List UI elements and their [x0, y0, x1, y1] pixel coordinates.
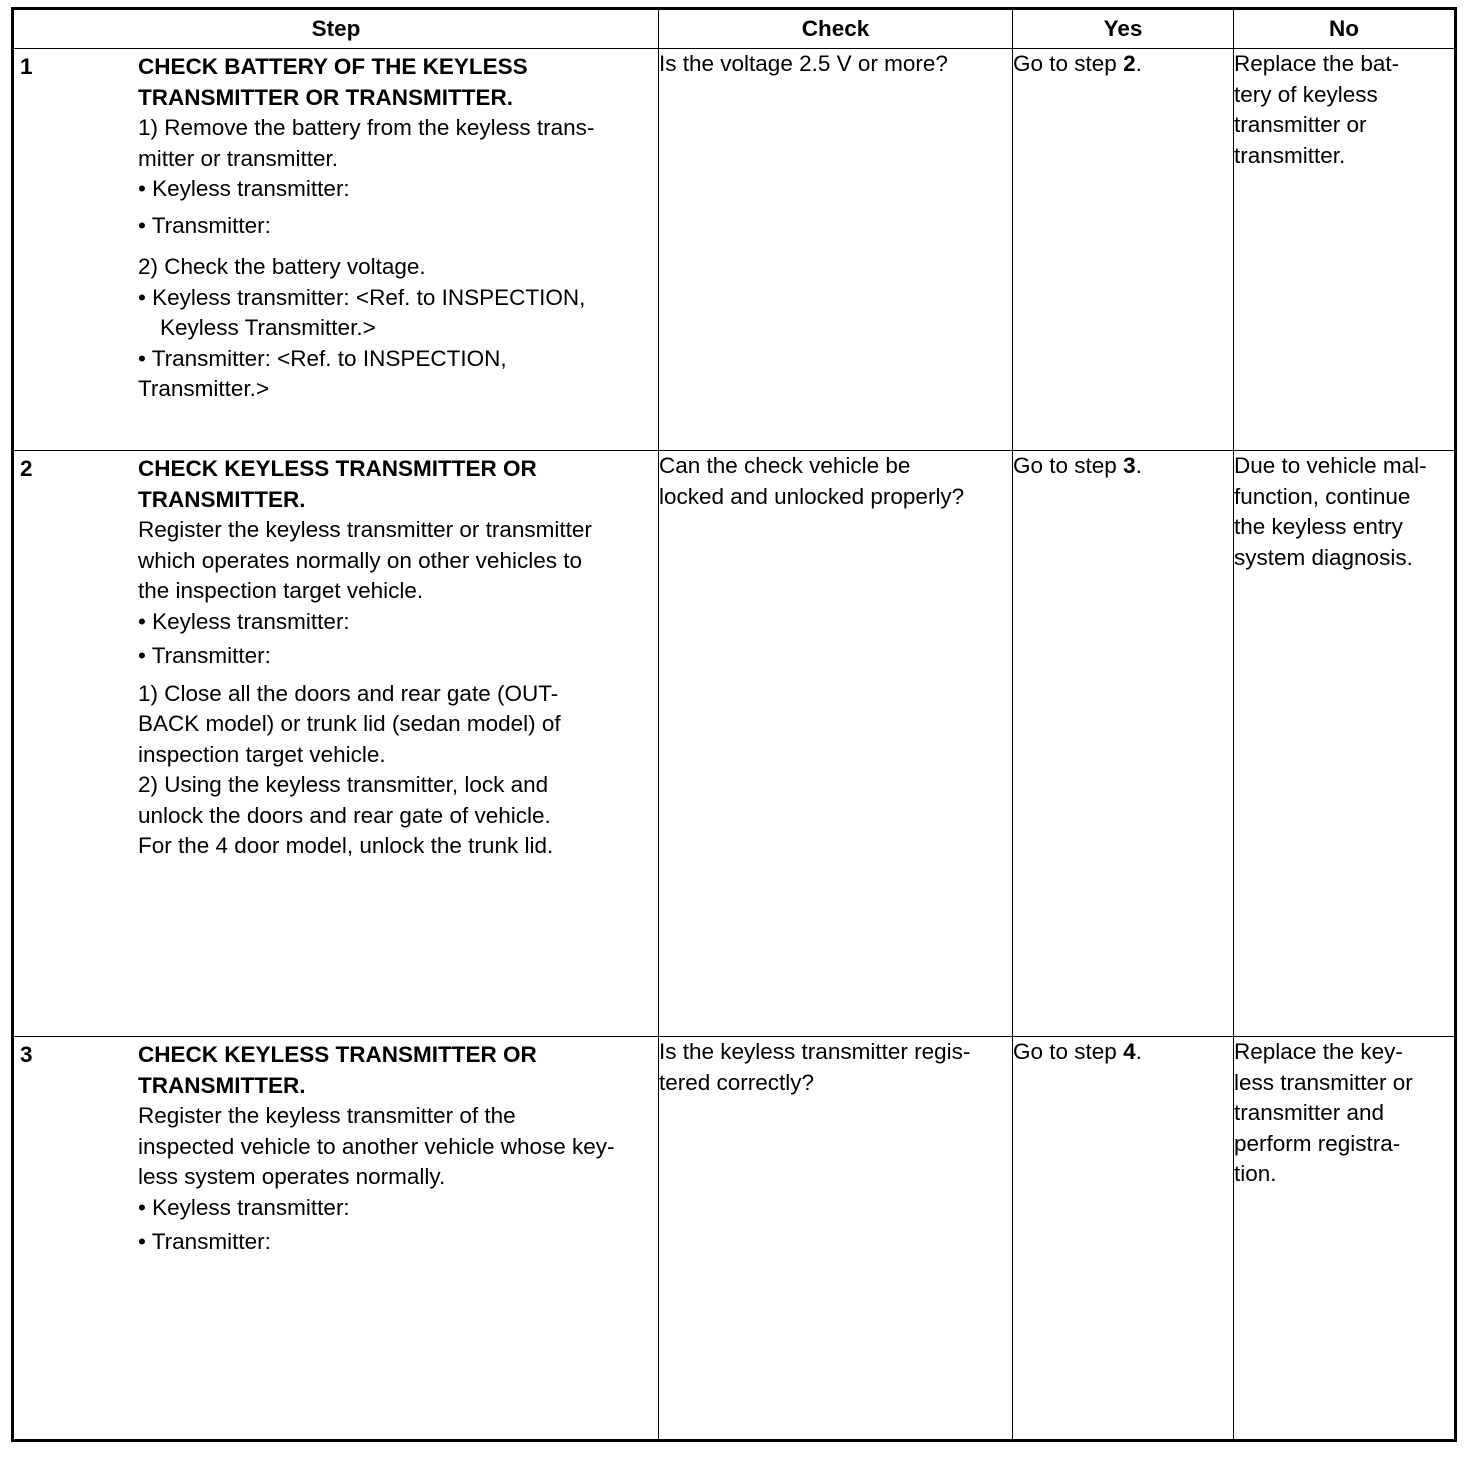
check-question: Can the check vehicle be: [659, 453, 911, 478]
step-instruction: mitter or transmitter.: [138, 145, 339, 171]
step-number: 2: [20, 456, 33, 481]
no-action: function, continue: [1234, 483, 1411, 509]
yes-action: [1013, 1037, 1233, 1068]
yes-prefix: Go to step: [1013, 1039, 1124, 1064]
yes-cell: [1013, 49, 1234, 451]
step-title: CHECK KEYLESS TRANSMITTER OR: [138, 456, 537, 481]
step-title: CHECK BATTERY OF THE KEYLESS: [138, 54, 528, 79]
check-question: Is the voltage 2.5 V or more?: [659, 51, 948, 76]
yes-step-number: 2: [1123, 51, 1136, 76]
bullet-item-continued: Transmitter.>: [138, 376, 270, 401]
no-action: transmitter.: [1234, 142, 1346, 168]
step-paragraph: less system operates normally.: [138, 1164, 446, 1189]
step-body: [14, 1037, 658, 1258]
check-question: Is the keyless transmitter regis-: [659, 1039, 971, 1064]
step-paragraph: Register the keyless transmitter of the: [138, 1103, 516, 1128]
table-row: [13, 49, 1456, 451]
bullet-item: • Keyless transmitter:: [138, 176, 350, 201]
step-title: TRANSMITTER.: [138, 1072, 306, 1098]
no-action: Due to vehicle mal-: [1234, 453, 1427, 478]
step-paragraph: inspected vehicle to another vehicle whose key-: [138, 1133, 615, 1159]
step-instruction: 1) Close all the doors and rear gate (OUT-: [138, 680, 559, 706]
yes-action: [1013, 49, 1233, 80]
step-paragraph: the inspection target vehicle.: [138, 578, 424, 603]
yes-prefix: Go to step: [1013, 453, 1124, 478]
step-cell: [13, 49, 659, 451]
yes-cell: [1013, 451, 1234, 1037]
no-action: system diagnosis.: [1234, 544, 1413, 570]
step-body: [14, 49, 658, 405]
bullet-item: • Keyless transmitter:: [138, 1194, 350, 1220]
check-cell: [659, 451, 1013, 1037]
step-title: TRANSMITTER OR TRANSMITTER.: [138, 84, 513, 110]
check-cell: [659, 1037, 1013, 1441]
yes-suffix: .: [1135, 453, 1142, 478]
step-instruction: 2) Check the battery voltage.: [138, 254, 426, 279]
step-body: [14, 451, 658, 862]
check-cell: [659, 49, 1013, 451]
bullet-item: • Transmitter:: [138, 1229, 271, 1254]
check-question: tered correctly?: [659, 1069, 815, 1095]
header-no: No: [1234, 9, 1456, 49]
step-instruction: BACK model) or trunk lid (sedan model) of: [138, 711, 561, 736]
no-cell: [1234, 451, 1456, 1037]
no-action: tion.: [1234, 1161, 1277, 1186]
header-check: Check: [659, 9, 1013, 49]
step-title: CHECK KEYLESS TRANSMITTER OR: [138, 1042, 537, 1067]
step-instruction: For the 4 door model, unlock the trunk lid.: [138, 833, 554, 858]
step-cell: [13, 451, 659, 1037]
no-action: Replace the key-: [1234, 1039, 1403, 1064]
header-yes: Yes: [1013, 9, 1234, 49]
step-instruction: unlock the doors and rear gate of vehicle.: [138, 802, 551, 828]
header-step: Step: [13, 9, 659, 49]
yes-cell: [1013, 1037, 1234, 1441]
no-action: perform registra-: [1234, 1130, 1401, 1156]
yes-step-number: 3: [1123, 453, 1136, 478]
no-action: Replace the bat-: [1234, 51, 1400, 76]
step-cell: [13, 1037, 659, 1441]
yes-action: [1013, 451, 1233, 482]
bullet-item: • Transmitter:: [138, 643, 271, 668]
header-row: [13, 9, 1456, 49]
step-title: TRANSMITTER.: [138, 486, 306, 512]
no-cell: [1234, 49, 1456, 451]
step-number: 3: [20, 1042, 33, 1067]
no-action: transmitter or: [1234, 112, 1367, 137]
bullet-item: • Keyless transmitter:: [138, 608, 350, 634]
step-paragraph: which operates normally on other vehicles to: [138, 547, 582, 573]
step-number: 1: [20, 54, 33, 79]
no-action: less transmitter or: [1234, 1069, 1413, 1095]
bullet-item: • Transmitter: <Ref. to INSPECTION,: [138, 345, 507, 371]
no-cell: [1234, 1037, 1456, 1441]
step-instruction: inspection target vehicle.: [138, 741, 386, 767]
no-action: transmitter and: [1234, 1100, 1385, 1125]
yes-prefix: Go to step: [1013, 51, 1124, 76]
step-instruction: 1) Remove the battery from the keyless trans-: [138, 115, 595, 140]
no-action: the keyless entry: [1234, 514, 1403, 539]
no-action: tery of keyless: [1234, 81, 1378, 107]
step-instruction: 2) Using the keyless transmitter, lock and: [138, 772, 549, 797]
step-paragraph: Register the keyless transmitter or transmitter: [138, 517, 592, 542]
bullet-item-continued: Keyless Transmitter.>: [160, 315, 376, 340]
yes-suffix: .: [1135, 1039, 1142, 1064]
yes-suffix: .: [1135, 51, 1142, 76]
table-row: [13, 451, 1456, 1037]
diagnostic-table: [11, 7, 1457, 1442]
bullet-item: • Keyless transmitter: <Ref. to INSPECTION,: [138, 284, 586, 310]
check-question: locked and unlocked properly?: [659, 483, 965, 509]
yes-step-number: 4: [1123, 1039, 1136, 1064]
table-row: [13, 1037, 1456, 1441]
bullet-item: • Transmitter:: [138, 212, 271, 238]
